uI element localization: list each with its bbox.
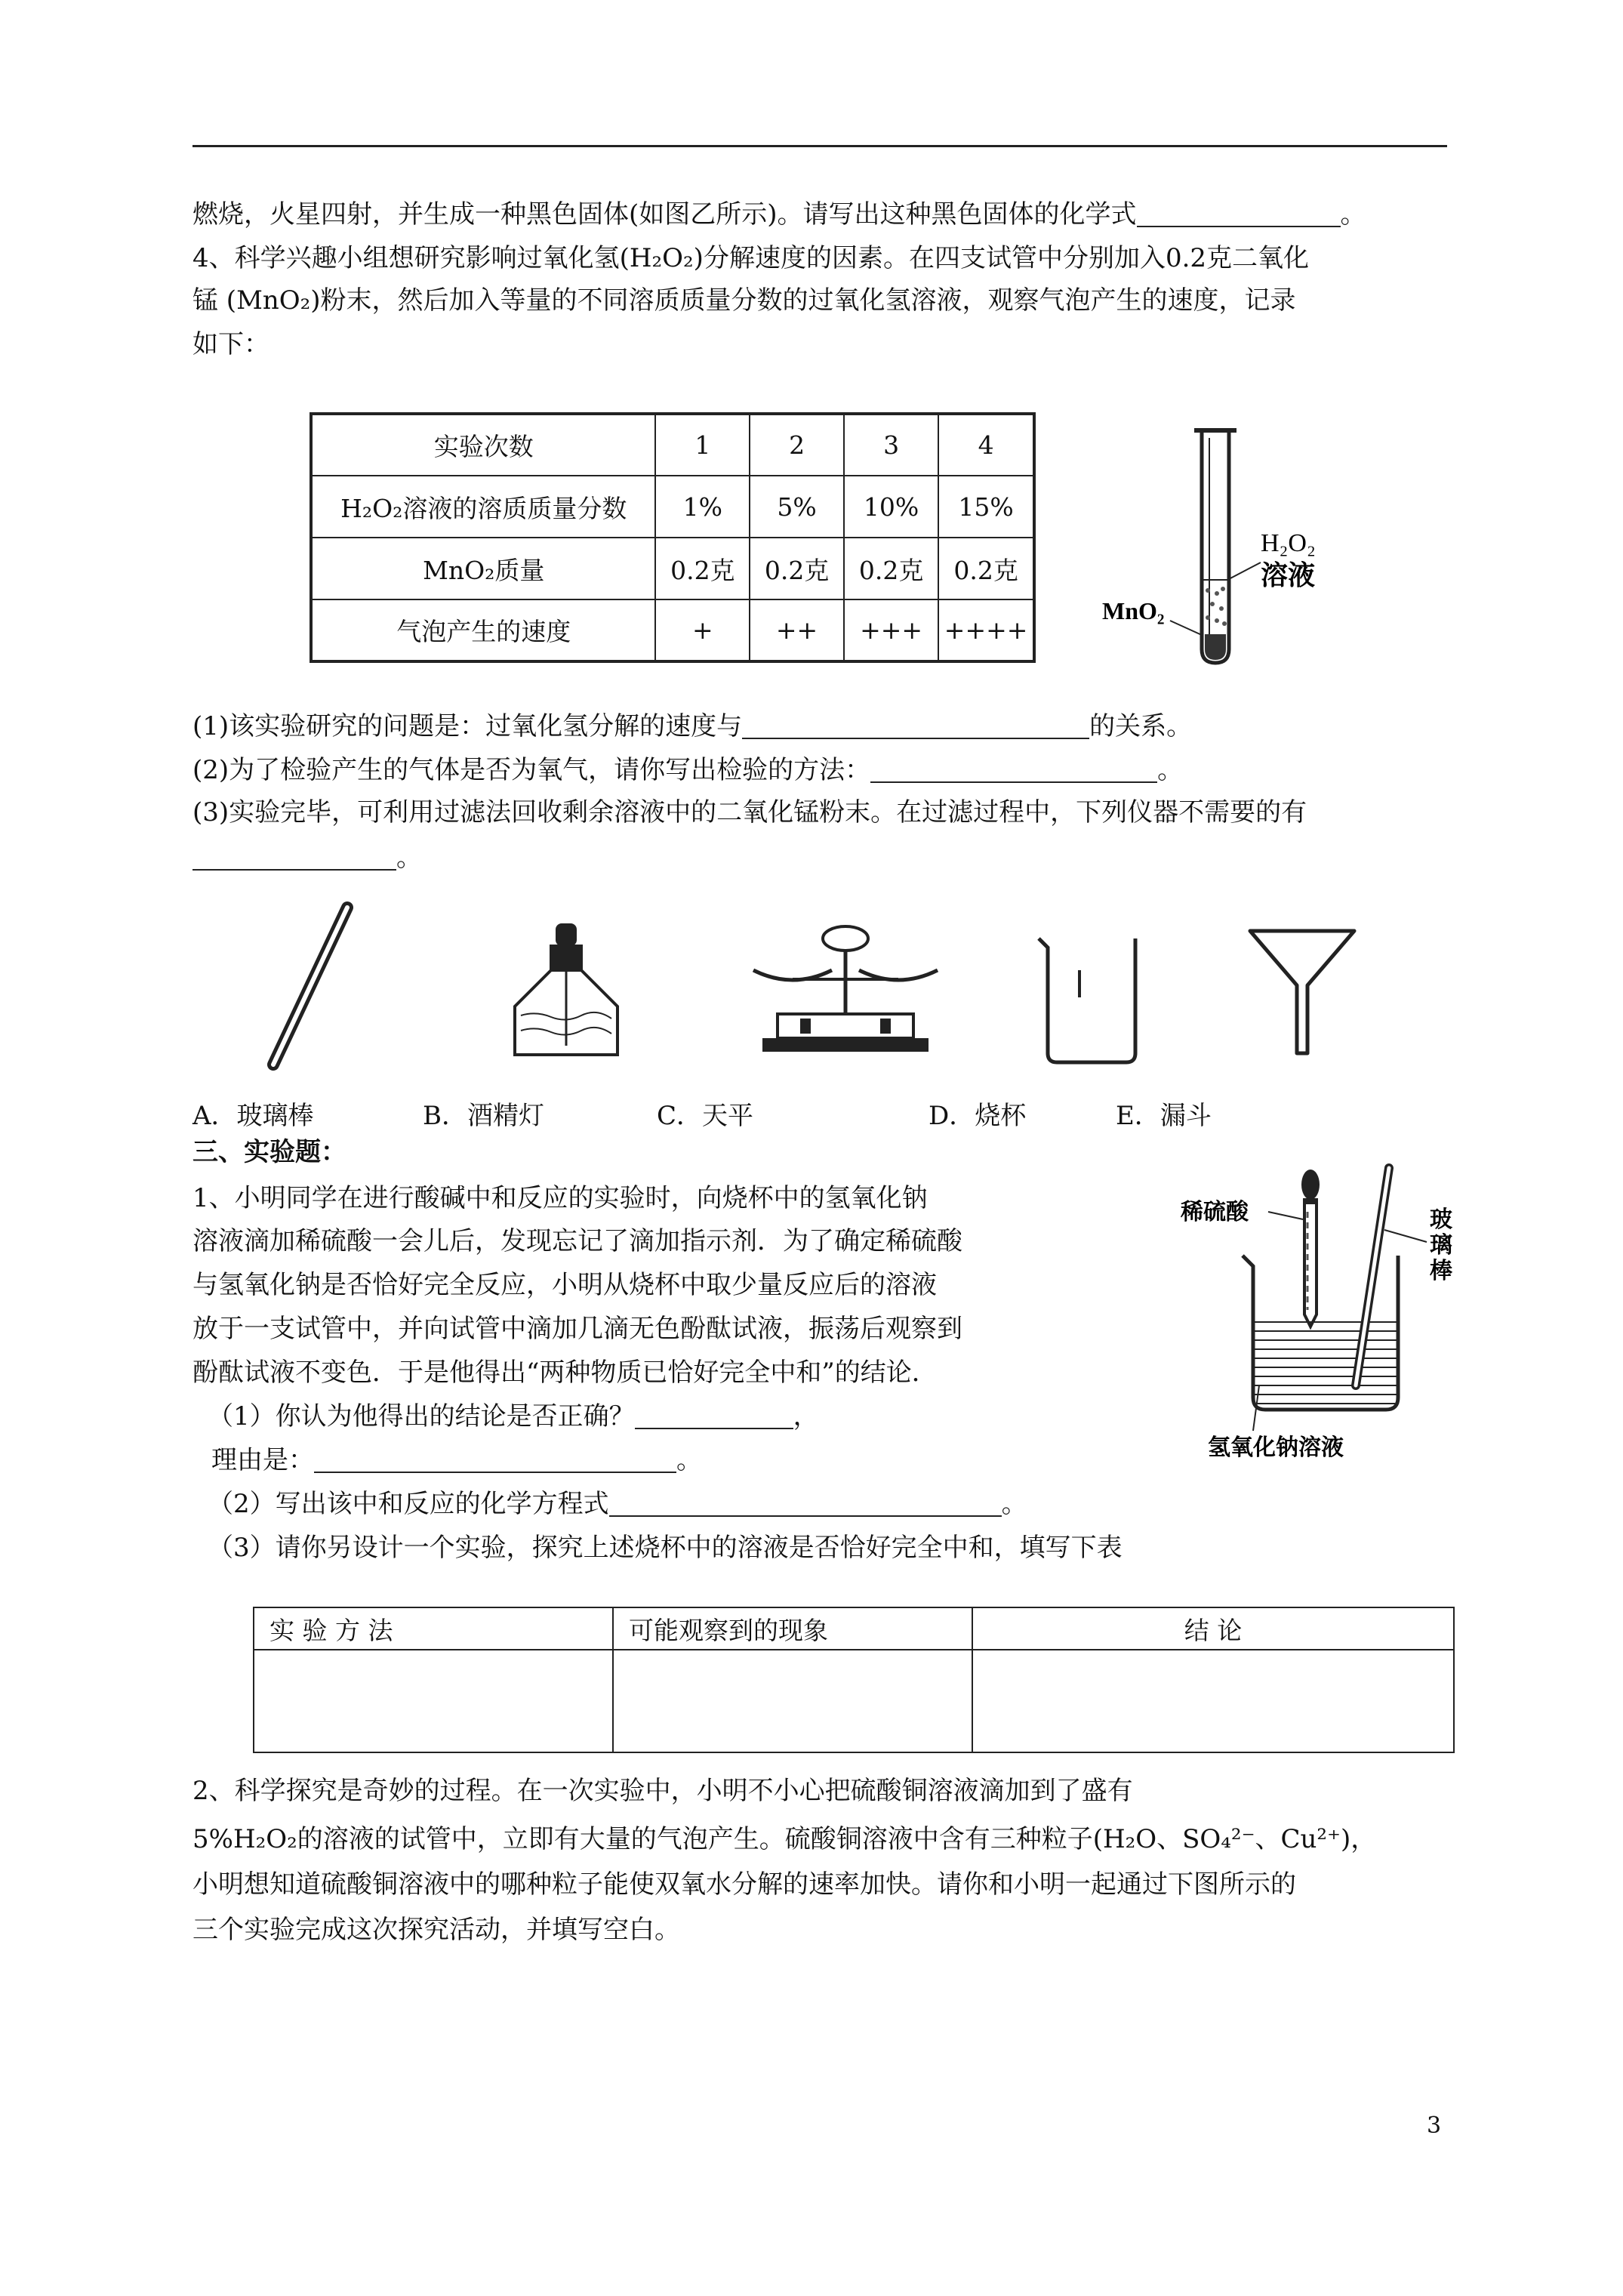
text: ，	[793, 1401, 819, 1432]
table-cell: 3	[844, 414, 938, 476]
table-header: 可能观察到的现象	[613, 1607, 972, 1650]
answer-blank[interactable]	[609, 1493, 1002, 1517]
q4-sub-2	[192, 754, 1183, 787]
test-tube-figure	[1095, 423, 1366, 680]
table-cell: 1	[655, 414, 750, 476]
q4-sub-3: (3)实验完毕，可利用过滤法回收剩余溶液中的二氧化锰粉末。在过滤过程中，下列仪器不需要的有	[192, 797, 1307, 827]
beaker-icon	[1034, 932, 1147, 1068]
table-cell: 15%	[938, 476, 1034, 538]
table-cell: 0.2克	[844, 538, 938, 599]
table-cell: ++	[750, 599, 844, 661]
table-cell: 0.2克	[938, 538, 1034, 599]
text: （1）你认为他得出的结论是否正确？	[208, 1401, 635, 1432]
q2-line-2: 5%H₂O₂的溶液的试管中，立即有大量的气泡产生。硫酸铜溶液中含有三种粒子(H₂O、SO₄²⁻、Cu²⁺)，	[192, 1824, 1377, 1854]
glass-rod-icon	[257, 898, 362, 1080]
q1-sub-2	[208, 1487, 1027, 1521]
table-cell: 4	[938, 414, 1034, 476]
q4-sub-3-answer	[192, 841, 422, 874]
text: 理由是：	[211, 1445, 314, 1475]
text-line	[192, 198, 1366, 231]
table-header: 实 验 方 法	[254, 1607, 613, 1650]
instrument-label-a: A．玻璃棒	[192, 1101, 314, 1131]
text: 。	[1001, 1489, 1027, 1519]
instrument-label-c: C．天平	[657, 1101, 754, 1131]
q2-line-4: 三个实验完成这次探究活动，并填写空白。	[192, 1915, 680, 1945]
text: 。	[1340, 199, 1366, 230]
answer-blank[interactable]	[1137, 203, 1341, 227]
label-rod: 璃	[1430, 1232, 1452, 1259]
text: (1)该实验研究的问题是：过氧化氢分解的速度与	[192, 711, 743, 741]
table-cell: +++	[844, 599, 938, 661]
q1-line-2: 溶液滴加稀硫酸一会儿后，发现忘记了滴加指示剂．为了确定稀硫酸	[192, 1226, 962, 1256]
instrument-label-e: E．漏斗	[1116, 1101, 1212, 1131]
instrument-label-d: D．烧杯	[929, 1101, 1027, 1131]
text: 。	[396, 843, 422, 873]
table-cell-empty[interactable]	[972, 1650, 1454, 1752]
table-cell: 0.2克	[655, 538, 750, 599]
q1-sub-1	[208, 1400, 819, 1433]
text: 的关系。	[1089, 711, 1193, 741]
label-solution: 溶液	[1261, 560, 1316, 591]
section-heading: 三、实验题：	[192, 1137, 346, 1167]
label-h2o2: H₂O₂	[1261, 529, 1316, 557]
q1-line-4: 放于一支试管中，并向试管中滴加几滴无色酚酞试液，振荡后观察到	[192, 1314, 962, 1344]
q4-sub-1	[192, 710, 1192, 743]
text: 。	[676, 1445, 702, 1475]
text: 。	[1157, 755, 1184, 785]
q1-sub-3: （3）请你另设计一个实验，探究上述烧杯中的溶液是否恰好完全中和，填写下表	[208, 1533, 1123, 1563]
design-table	[253, 1607, 1455, 1753]
q1-sub-1-reason	[211, 1444, 702, 1477]
table-cell: 0.2克	[750, 538, 844, 599]
table-header: 结 论	[972, 1607, 1454, 1650]
balance-scale-icon	[747, 917, 944, 1068]
text: (2)为了检验产生的气体是否为氧气，请你写出检验的方法：	[192, 755, 871, 785]
answer-blank[interactable]	[742, 715, 1089, 739]
experiment-table	[310, 412, 1036, 663]
answer-blank[interactable]	[635, 1405, 793, 1429]
table-cell: 气泡产生的速度	[311, 599, 655, 661]
table-cell: 2	[750, 414, 844, 476]
table-cell: 1%	[655, 476, 750, 538]
table-cell: 实验次数	[311, 414, 655, 476]
table-cell: MnO₂质量	[311, 538, 655, 599]
table-cell-empty[interactable]	[613, 1650, 972, 1752]
label-rod: 玻	[1430, 1207, 1452, 1233]
table-cell: ++++	[938, 599, 1034, 661]
q4-line-3: 如下：	[192, 329, 269, 359]
table-cell-empty[interactable]	[254, 1650, 613, 1752]
q1-line-3: 与氢氧化钠是否恰好完全反应，小明从烧杯中取少量反应后的溶液	[192, 1270, 937, 1300]
table-cell: 5%	[750, 476, 844, 538]
neutralization-figure	[1178, 1166, 1495, 1461]
answer-blank[interactable]	[870, 759, 1157, 783]
q1-line-1: 1、小明同学在进行酸碱中和反应的实验时，向烧杯中的氢氧化钠	[192, 1183, 928, 1213]
q4-line-2: 锰 (MnO₂)粉末，然后加入等量的不同溶质质量分数的过氧化氢溶液，观察气泡产生的速度，记录	[192, 285, 1296, 316]
label-acid: 稀硫酸	[1181, 1199, 1249, 1225]
answer-blank[interactable]	[314, 1449, 676, 1473]
header-rule	[192, 145, 1447, 147]
text: 燃烧，火星四射，并生成一种黑色固体(如图乙所示)。请写出这种黑色固体的化学式	[192, 199, 1137, 230]
q1-line-5: 酚酞试液不变色．于是他得出“两种物质已恰好完全中和”的结论．	[192, 1358, 938, 1388]
text: （2）写出该中和反应的化学方程式	[208, 1489, 609, 1519]
q4-line-1: 4、科学兴趣小组想研究影响过氧化氢(H₂O₂)分解速度的因素。在四支试管中分别加入0.2克二氧化	[192, 243, 1310, 273]
label-rod: 棒	[1430, 1258, 1452, 1284]
q2-line-1: 2、科学探究是奇妙的过程。在一次实验中，小明不小心把硫酸铜溶液滴加到了盛有	[192, 1776, 1133, 1806]
answer-blank[interactable]	[192, 846, 396, 871]
funnel-icon	[1246, 925, 1359, 1061]
table-cell: H₂O₂溶液的溶质质量分数	[311, 476, 655, 538]
table-cell: +	[655, 599, 750, 661]
table-cell: 10%	[844, 476, 938, 538]
alcohol-lamp-icon	[506, 917, 627, 1068]
label-naoh: 氢氧化钠溶液	[1208, 1435, 1344, 1461]
q2-line-3: 小明想知道硫酸铜溶液中的哪种粒子能使双氧水分解的速率加快。请你和小明一起通过下图所示的	[192, 1869, 1296, 1900]
instrument-label-b: B．酒精灯	[423, 1101, 544, 1131]
label-mno2: MnO₂	[1102, 597, 1165, 624]
page-number: 3	[1427, 2113, 1442, 2139]
